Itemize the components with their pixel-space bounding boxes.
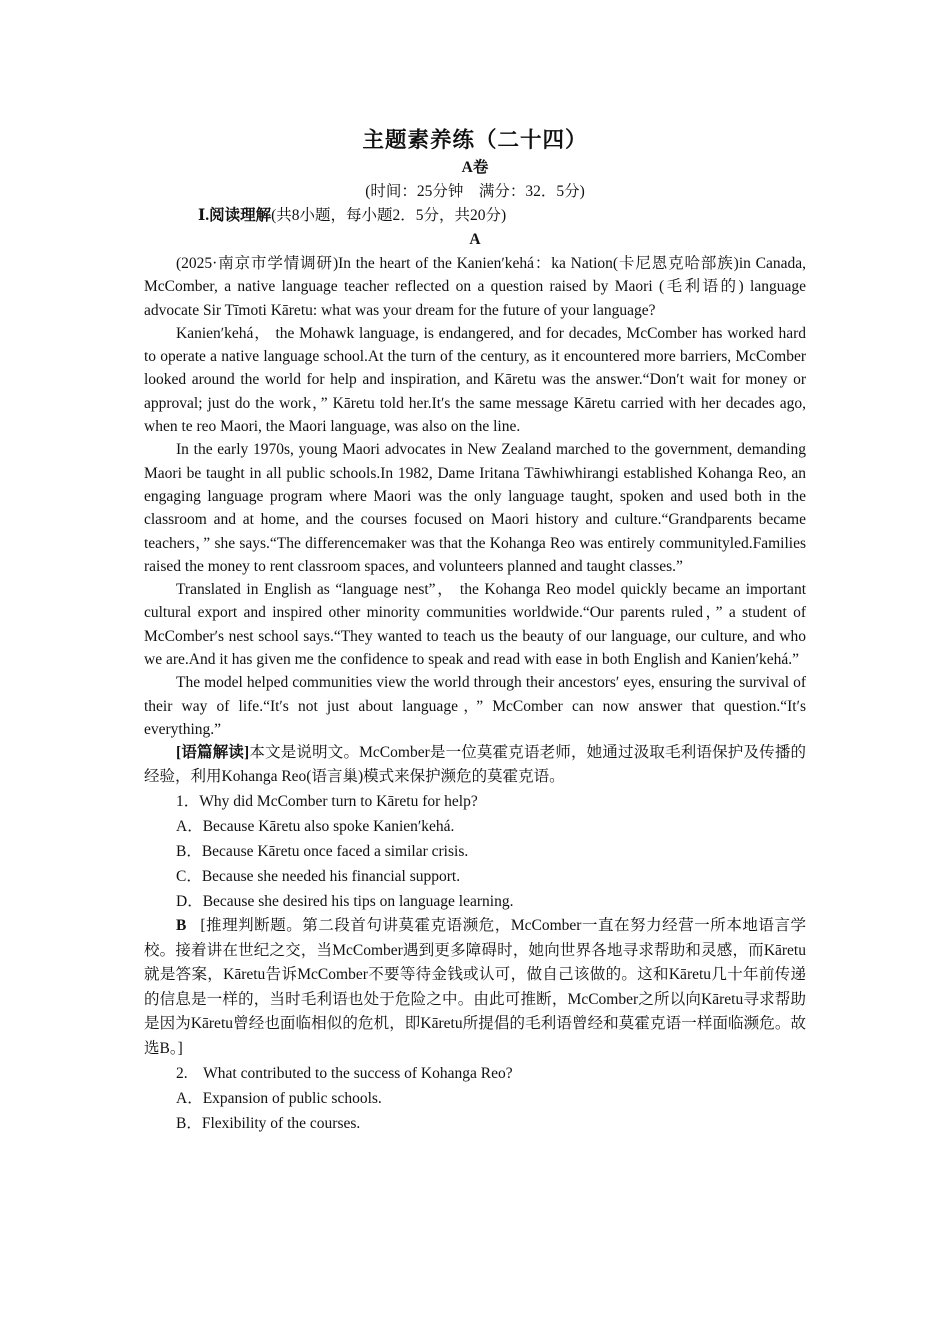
section-heading: [144, 204, 806, 228]
option-d: D．Because she desired his tips on language learning.: [176, 893, 514, 911]
analysis-label: [语篇解读]: [176, 744, 250, 762]
passage-paragraph-4: Translated in English as “language nest”， the Kohanga Reo model quickly became an important cultural export and inspired other minority communities worldwide.“Our parents ruled，” a student of McComberʹs nest school says.“They wanted to teach us the beauty of our language, our culture, and who we are.And it has given me the confidence to speak and read with ease in both English and Kanienʹkehá.”: [144, 581, 806, 669]
option-c: C．Because she needed his financial support.: [176, 868, 461, 886]
passage-paragraph-3: In the early 1970s, young Maori advocates in New Zealand marched to the government, demanding Maori be taught in all public schools.In 1982, Dame Iritana Tāwhiwhirangi established Kohanga Reo, an engaging language program where Maori was the only language taught, spoken and used both in the classroom and at home, and the courses focused on Maori history and culture.“Grandparents became teachers，” she says.“The differencemaker was that the Kohanga Reo was entirely communityled.Families raised the money to rent classroom spaces, and volunteers planned and taught classes.”: [144, 441, 806, 575]
question-2: [144, 1061, 806, 1136]
answer-key: B: [176, 917, 187, 935]
passage-paragraph-5: The model helped communities view the world through their ancestorsʹ eyes, ensuring the survival of their way of life.“Itʹs not just about language，” McComber can now answer that question.“Itʹs everything.”: [144, 674, 806, 738]
passage-analysis: [144, 741, 806, 789]
time-info: (时间：25分钟 满分：32．5分): [365, 183, 585, 200]
section-label: Ⅰ.阅读理解: [198, 207, 272, 224]
page-title: 主题素养练（二十四）: [362, 128, 588, 152]
option-b: B．Because Kāretu once faced a similar crisis.: [176, 843, 469, 861]
section-info: (共8小题，每小题2．5分，共20分): [271, 207, 507, 224]
document-page: [144, 124, 806, 1136]
option-b: B．Flexibility of the courses.: [176, 1115, 361, 1133]
question-stem: 1．Why did McComber turn to Kāretu for help?: [176, 793, 478, 811]
analysis-text: 本文是说明文。McComber是一位莫霍克语老师，她通过汲取毛利语保护及传播的经验，利用Kohanga Reo(语言巢)模式来保护濒危的莫霍克语。: [144, 744, 806, 786]
passage-paragraph-1: (2025·南京市学情调研)In the heart of the Kanienʹkehá：ka Nation(卡尼恩克哈部族)in Canada, McComber, a native language teacher reflected on a question raised by Maori (毛利语的) language advocate Sir Tīmoti Kāretu: what was your dream for the future of your language?: [144, 255, 806, 319]
question-1: [144, 789, 806, 1061]
passage-label: A: [469, 231, 481, 248]
option-a: A．Because Kāretu also spoke Kanienʹkehá.: [176, 818, 455, 836]
paper-subtitle: A卷: [461, 159, 489, 176]
answer-explanation: [144, 914, 806, 1061]
passage-paragraph-2: Kanienʹkehá， the Mohawk language, is endangered, and for decades, McComber has worked hard to operate a native language school.At the turn of the century, as it encountered more barriers, McComber looked around the world for help and inspiration, and Kāretu was the answer.“Donʹt wait for money or approval; just do the work，” Kāretu told her.Itʹs the same message Kāretu carried with her decades ago, when te reo Maori, the Maori language, was also on the line.: [144, 324, 806, 436]
explanation-text: [推理判断题。第二段首句讲莫霍克语濒危，McComber一直在努力经营一所本地语言学校。接着讲在世纪之交，当McComber遇到更多障碍时，她向世界各地寻求帮助和灵感，而Kāretu就是答案，Kāretu告诉McComber不要等待金钱或认可，做自己该做的。这和Kāretu几十年前传递的信息是一样的，当时毛利语也处于危险之中。由此可推断，McComber之所以向Kāretu寻求帮助是因为Kāretu曾经也面临相似的危机，即Kāretu所提倡的毛利语曾经和莫霍克语一样面临濒危。故选B。]: [144, 917, 806, 1057]
option-a: A．Expansion of public schools.: [176, 1090, 382, 1108]
question-stem: 2. What contributed to the success of Kohanga Reo?: [176, 1065, 513, 1083]
